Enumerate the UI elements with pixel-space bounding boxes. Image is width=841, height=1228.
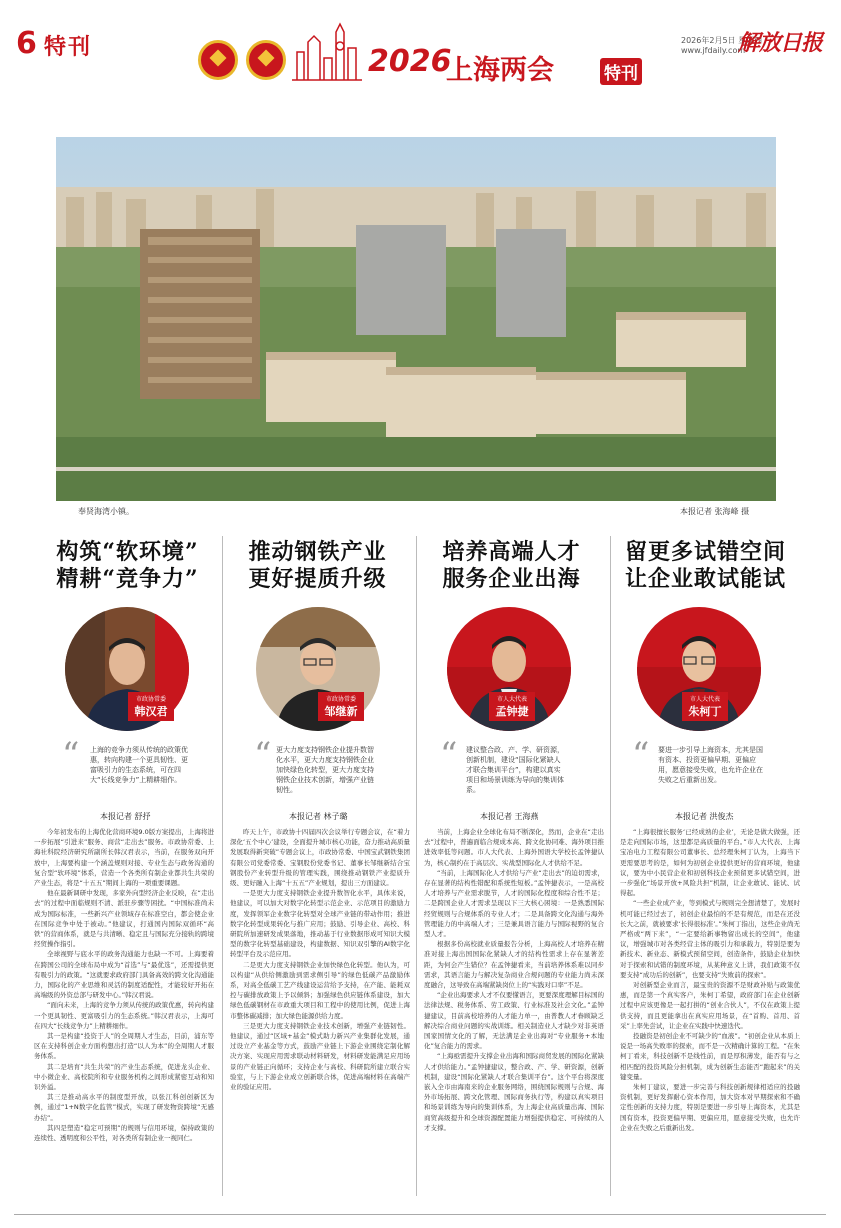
reporter-byline: 本报记者 舒抒	[100, 812, 151, 821]
quote-mark-icon: “	[632, 735, 650, 775]
reporter-byline: 本报记者 林子璐	[289, 812, 348, 821]
reporter-byline: 本报记者 洪俊杰	[675, 812, 734, 821]
article-title-line: 服务企业出海	[442, 566, 581, 592]
site-url: www.jfdaily.com	[681, 46, 746, 55]
pull-quote: 更大力度支持钢铁企业提升数智化水平，更大力度支持钢铁企业加快绿色化转型，更大力度支持钢铁企业技术创新，增强产业链韧性。	[276, 746, 374, 794]
banner-year: 2026	[368, 44, 452, 79]
article-paragraph: 其三是推动高水平的制度型开放，以张江科创创新区为例，通过“1+N数字化监管”模式，实现了研发物资跨境“无感办结”。	[34, 1093, 214, 1122]
article-title	[618, 539, 793, 593]
article-paragraph: 他在最新调研中发现，多家外向型经济企业反映，在“走出去”的过程中面临规则不清、派驻步骤等困扰。“中国标准尚未成为国际标准，一些新兴产业领域存在标准空白，都会使企业在国际竞争中处于被动。”他建议，打通国内国际双循环“高铁”的营商体系，就是与共清晰、稳定且与国际充分接轨的跨境经贸操作指引。	[34, 889, 214, 949]
article-paragraph: “上海亟需提升支撑企业出海和国际商贸发展的国际化紧缺人才供给能力。”孟钟捷建议，整合政、产、学、研资源，创新机制，建设“国际化紧缺人才联合集训平台”。这个平台将深度嵌入全市由海南来的企业服务网络，围绕国际规则与合规、海外市场拓展、跨文化管理、国际商务执行等，构建以真实项目和场景训练为导向的集训体系，为上海企业高质量出海、国际商贸高级提升和全球资源配置能力增强提供稳定、可持续的人才支撑。	[424, 1052, 604, 1132]
photo-caption: 奉贤海湾小镇。	[78, 507, 134, 516]
article-paragraph: 朱柯丁建议，要进一步完善与科技创新规律相适应的投融资机制，更好发挥耐心资本作用，加大资本对早期探索和不确定性创新的支持力度，特别是要进一步引导上海资本，尤其是国有资本，投资更偏早期、更偏应用，愿意接受失败，也允许企业在失败之后重新出发。	[620, 1083, 800, 1132]
pull-quote: 要进一步引导上海资本，尤其是国有资本、投资更偏早期、更偏应用，愿意接受失败，也允许企业在失败之后重新出发。	[658, 746, 763, 784]
article-paragraph: 二是更大力度支持钢铁企业加快绿色化转型。他认为，可以构建“从供给侧激励到需求侧引导”的绿色低碳产品激励体系，对高全低碳工艺产线建设运营给予支持，在产能、能耗双控与碳排放政策上予以倾斜；加强绿色供应链体系建设，加大绿色低碳钢材在市政重大项目和工程中的使用比例，促进上海市整体碳减排；加大绿色能源供给力度。	[230, 960, 410, 1020]
column-divider	[416, 536, 417, 1196]
pull-quote: 建议整合政、产、学、研资源，创新机制，建设“国际化紧缺人才联合集训平台”，构建以真实项目和场景训练为导向的集训体系。	[466, 746, 564, 794]
article-title-line: 推动钢铁产业	[248, 539, 387, 565]
speaker-role: 市人大代表	[689, 696, 720, 703]
article-title	[40, 539, 215, 593]
speaker-name: 朱柯丁	[688, 705, 722, 718]
article-paragraph: 根据多份高校就业质量报告分析，上海高校人才培养在精准对接上海出国国际化紧缺人才的结构性需求上存在显著差距，为何会产生错位？在孟钟捷看来，当前培养体系难以同步需求，其语言能力与解决复杂商业合规问题的专业能力尚未深度融合，这导致在高端紧缺岗位上的“实践对口率”不足。	[424, 940, 604, 990]
article-paragraph: 对创新型企业而言，最宝贵的资源不是财政补贴与政策优惠，而是第一个真实客户，朱柯丁希望，政府部门在企业创新过程中应该更像是一起打拼的“创业合伙人”，不仅在政策上提供支持，而且更能拿出在真实应用场景，在“首购、首用、首采”上率先尝试，让企业在实践中快速迭代。	[620, 981, 800, 1030]
article-title	[230, 539, 405, 593]
name-tag	[128, 692, 174, 721]
article-paragraph: “当前，上海国际化人才供给与产业“走出去”的迫切需求，存在显著的结构性错配和系统性短板。”孟钟捷表示，一是高校人才培养与产业需求脱节，人才的国际化程度和综合性不足；二是跨国企业人才需求呈现以下三大核心困境：一是熟悉国际经贸规则与合规体系的专业人才；二是具备跨文化沟通与海外管理能力的中高端人才；三是兼具语言能力与国际视野的复合型人才。	[424, 868, 604, 939]
article-paragraph: 其一是构建“投资于人”的全周期人才生态，目前，浦东等区在支持科创企业方面构想出打造“以人为本”的全周期人才服务体系。	[34, 1032, 214, 1061]
speaker-role: 市政协常委	[135, 696, 166, 703]
name-tag	[489, 692, 535, 721]
banner-tag: 特刊	[600, 58, 642, 85]
bottom-rule	[14, 1214, 826, 1215]
page-number: 6	[16, 26, 37, 61]
article-title-line: 让企业敢试能试	[624, 566, 786, 592]
article-title-line: 精耕“竞争力”	[56, 566, 199, 592]
article-body	[34, 827, 214, 1143]
article-body	[230, 827, 410, 1092]
name-tag	[318, 692, 364, 721]
article-paragraph: 今年初发布的上海优化营商环境9.0版方案提出，上海将进一步拓展“引进来”服务、商营“走出去”服务。市政协常委、上海社科院经济研究所副所长韩汉君表示，当前，在服务双向开放中，上海要构建一个涵盖规则对接、专业生态与政务沟通的复合型“软环境”体系，营造一个各类所有制企业都共生共荣的产业生态，将是“十五五”期间上海的一项重要课题。	[34, 828, 214, 888]
quote-mark-icon: “	[62, 735, 80, 775]
speaker-role: 市人大代表	[496, 696, 527, 703]
section-name: 特刊	[44, 35, 93, 60]
quote-mark-icon: “	[440, 735, 458, 775]
article-title-line: 培养高端人才	[442, 539, 581, 565]
cppcc-emblem-icon	[246, 40, 286, 80]
column-divider	[610, 536, 611, 1196]
national-emblem-icon	[198, 40, 238, 80]
article-paragraph: 其四是塑造“稳定可预期”的规则与信用环境，保持政策的连续性、透明度和公平性，对各类所有制企业一视同仁。	[34, 1123, 214, 1143]
article-paragraph: “上海很擅长服务‘已经成熟的企业’，无论是做大做强，还是走向国际市场，这里都是高质量的平台。”市人大代表、上海宝冶电力工程有限公司董事长、总经理朱柯丁认为，上海当下更需要思考的是，如何为初创企业提供更好的营商环境，他建议，要为中小民营企业和初创科技企业预留更多试错空间，进一步强化“场景开放+风险共担”机制，让企业敢试、能试、试得起。	[620, 828, 800, 898]
speaker-name: 孟钟捷	[495, 705, 529, 718]
article-paragraph: 其二是培育“共生共荣”的产业生态系统，促进龙头企业、中小微企业、高校院所和专业服务机构之间形成紧密互动和知识外溢。	[34, 1062, 214, 1092]
article-title-line: 构筑“软环境”	[56, 539, 199, 565]
speaker-name: 邹继新	[324, 705, 358, 718]
article-title	[424, 539, 599, 593]
article-body	[424, 827, 604, 1133]
quote-mark-icon: “	[254, 735, 272, 775]
article-paragraph: 当前，上海企业全球化布局不断深化，然而，企业在“走出去”过程中，普遍面临合规成本高、跨文化协同难、海外项目推进效率低等问题。市人大代表、上海外国语大学校长孟钟捷认为，核心制约在于高层次、实战型国际化人才供给不足。	[424, 828, 604, 867]
reporter-byline: 本报记者 王海燕	[480, 812, 539, 821]
article-body	[620, 827, 800, 1133]
speaker-name: 韩汉君	[134, 705, 168, 718]
newspaper-logo: 解放日报	[738, 30, 823, 56]
column-divider	[222, 536, 223, 1196]
article-paragraph: 投融资是初创企业不可缺少的“血液”。“初创企业从本质上说是一场高失败率的探索，而不是一次精确计算的工程。“在朱柯丁看来，科技创新不是线性前，而是厚积薄发，能否有与之相匹配的投资风险分担机制，成为创新生态能否“跑起来”的关键变量。	[620, 1032, 800, 1081]
article-paragraph: 一是更大力度支持钢铁企业提升数智化水平，具体来说，他建议，可以加大对数字化转型示范企业、示范项目的激励力度，发挥领军企业数字化转型对全球产业链的带动作用；推进数字化转型成果转化与推广应用；鼓励、引导企业、高校、科研院所加速研发成果落地，推动基于行业数据形成可知识大模型的数字化转型基础建设，构建数据、知识双引擎的AI数字化转型平台及示范应用。	[230, 889, 410, 959]
banner-title: 上海两会	[446, 55, 554, 86]
photo-credit: 本报记者 张海峰 摄	[680, 507, 750, 516]
article-paragraph: 全球视野与底水平的政务沟通能力也缺一不可。上海要着在跨国公司的全球布局中成为“首选”与“最优选”，还需提供更有吸引力的政策。“这就要求政府部门具备高效的跨文化沟通能力，国际化的产业思维和灵活的制度适配性，才能较好开拓在高端级的外资总部与研发中心。”韩汉君说。	[34, 950, 214, 1000]
speaker-role: 市政协常委	[325, 696, 356, 703]
article-paragraph: 三是更大力度支持钢铁企业技术创新，增强产业链韧性。他建议，通过“区域+基金”模式助力新兴产业集群化发展，通过设立产业基金等方式，鼓励产业链上下游企业围绕定制化解决方案、实现应用需求联动材料研发，材料研发能满足应用场景的产业链正向循环；支持企业与高校、科研院所建立联合实验室，与上下游企业成立创新联合体，促进高端材料在高端产业的验证应用。	[230, 1021, 410, 1092]
pull-quote: 上海的竞争力须从传统的政策优惠，转向构建一个更具韧性、更富吸引力的生态系统，可在四大“长线竞争力”上精耕细作。	[90, 746, 188, 784]
article-paragraph: “企业出海要求人才不仅要懂语言，更要深度理解目标国的法律法规、税务体系、劳工政策、行业标准及社会文化。”孟钟捷建议，目前高校培养的人才能力单一，由普教人才眷顾缺乏解决综合商业问题的实战训练。相关制造业人才缺少对非英语国家国情文化的了解，无法满足企业出海对“专业服务+本地化”复合能力的需求。	[424, 991, 604, 1051]
article-paragraph: 昨天上午，市政协十四届四次会议举行专题会议，在“着力深化‘五个中心’建设，全面提升城市核心功能，奋力推动高质量发展取得新突破”专题会议上，市政协常委、中国宝武钢铁集团有限公司党委常委、宝钢股份党委书记、董事长邹继新结合宝钢股份产业转型升级的管理实践，围绕推动钢铁产业提质升级、更好融入上海“十五五”产业规划，提出三方面建议。	[230, 828, 410, 888]
issue-date: 2026年2月5日 星期四	[681, 36, 763, 45]
article-paragraph: “一些企业成产业，等到模式与规则完全想清楚了，发展时机可能已经过去了，初创企业最怕的不是有规范，而是在还没长大之前，就被要求‘长得很标准’。”朱柯丁指出，这些企业尚无严格或“两下来”，“一定要给新事物留出成长的空间”，他建议，增强城市对各类经营主体的吸引力和承载力，特别是要为新技术、新业态、新模式预留空间，创造条件，鼓励企业加快对于探索和试错的制度环境，从某种意义上讲，我们政策不仅要支持“成功后的创新”，也要支持“失败前的探索”。	[620, 899, 800, 979]
name-tag	[682, 692, 728, 721]
town-aerial-photo	[56, 137, 776, 501]
article-title-line: 留更多试错空间	[624, 539, 786, 565]
article-paragraph: “面向未来，上海的竞争力须从传统的政策优惠，转向构建一个更具韧性、更富吸引力的生态系统。”韩汉君表示，上海可在四大“长线竞争力”上精耕细作。	[34, 1001, 214, 1030]
article-title-line: 更好提质升级	[248, 566, 387, 592]
